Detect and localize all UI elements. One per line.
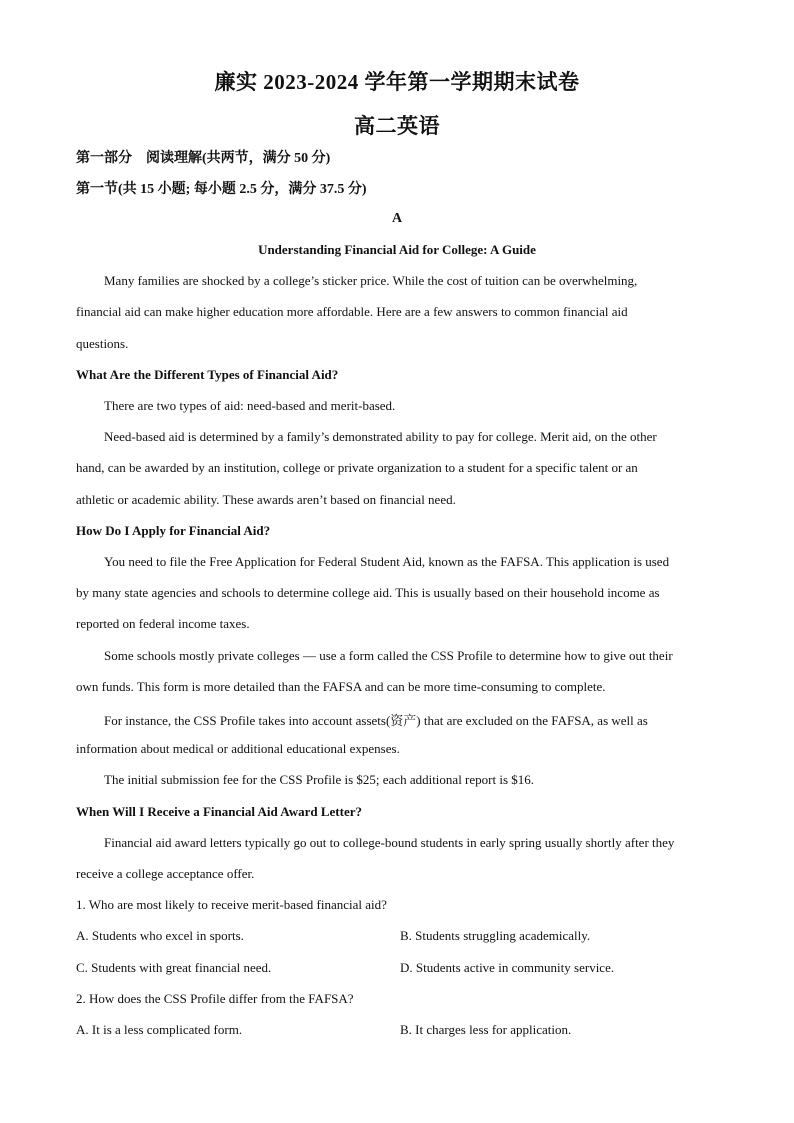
section-2-line: You need to file the Free Application for Federal Student Aid, known as the FAFSA. This application is used (104, 554, 670, 569)
section-2-line: reported on federal income taxes. (76, 616, 250, 631)
intro-line: Many families are shocked by a college’s sticker price. While the cost of tuition can be overwhelming, (104, 273, 638, 288)
section-2-line: The initial submission fee for the CSS Profile is $25; each additional report is $16. (104, 772, 535, 787)
passage-title: Understanding Financial Aid for College: A Guide (258, 242, 536, 257)
question-2-stem: 2. How does the CSS Profile differ from the FAFSA? (76, 991, 354, 1006)
section-3-heading: When Will I Receive a Financial Aid Award Letter? (76, 804, 362, 819)
section-heading: 第一节(共 15 小题; 每小题 2.5 分，满分 37.5 分) (76, 182, 367, 197)
section-1-line: hand, can be awarded by an institution, college or private organization to a student for a specific talent or an (76, 460, 638, 475)
intro-line: financial aid can make higher education more affordable. Here are a few answers to common financial aid (76, 304, 628, 319)
question-1-option-a: A. Students who excel in sports. (76, 928, 244, 943)
section-1-paragraph: There are two types of aid: need-based and merit-based. (104, 398, 396, 413)
section-1-line: athletic or academic ability. These awards aren’t based on financial need. (76, 492, 456, 507)
question-2-option-a: A. It is a less complicated form. (76, 1022, 243, 1037)
section-2-line: own funds. This form is more detailed than the FAFSA and can be more time-consuming to complete. (76, 679, 606, 694)
section-2-line: information about medical or additional educational expenses. (76, 741, 400, 756)
section-1-heading: What Are the Different Types of Financial Aid? (76, 367, 339, 382)
exam-subtitle: 高二英语 (354, 114, 440, 138)
section-3-line: Financial aid award letters typically go out to college-bound students in early spring usually shortly after they (104, 835, 675, 850)
intro-line: questions. (76, 336, 129, 351)
question-1-stem: 1. Who are most likely to receive merit-based financial aid? (76, 897, 387, 912)
question-1-option-c: C. Students with great financial need. (76, 960, 272, 975)
passage-letter: A (391, 211, 403, 226)
section-2-line: by many state agencies and schools to determine college aid. This is usually based on their household income as (76, 585, 660, 600)
part-heading: 第一部分 阅读理解(共两节，满分 50 分) (76, 151, 331, 166)
exam-title: 廉实 2023-2024 学年第一学期期末试卷 (214, 70, 580, 94)
section-2-line: Some schools mostly private colleges — use a form called the CSS Profile to determine how to give out their (104, 648, 673, 663)
question-1-option-d: D. Students active in community service. (400, 960, 615, 975)
question-2-option-b: B. It charges less for application. (400, 1022, 572, 1037)
section-2-line: For instance, the CSS Profile takes into account assets(资产) that are excluded on the FAFSA, as well as (104, 713, 648, 728)
question-1-option-b: B. Students struggling academically. (400, 928, 591, 943)
section-3-line: receive a college acceptance offer. (76, 866, 255, 881)
section-2-heading: How Do I Apply for Financial Aid? (76, 523, 271, 538)
section-1-line: Need-based aid is determined by a family’s demonstrated ability to pay for college. Merit aid, on the other (104, 429, 657, 444)
